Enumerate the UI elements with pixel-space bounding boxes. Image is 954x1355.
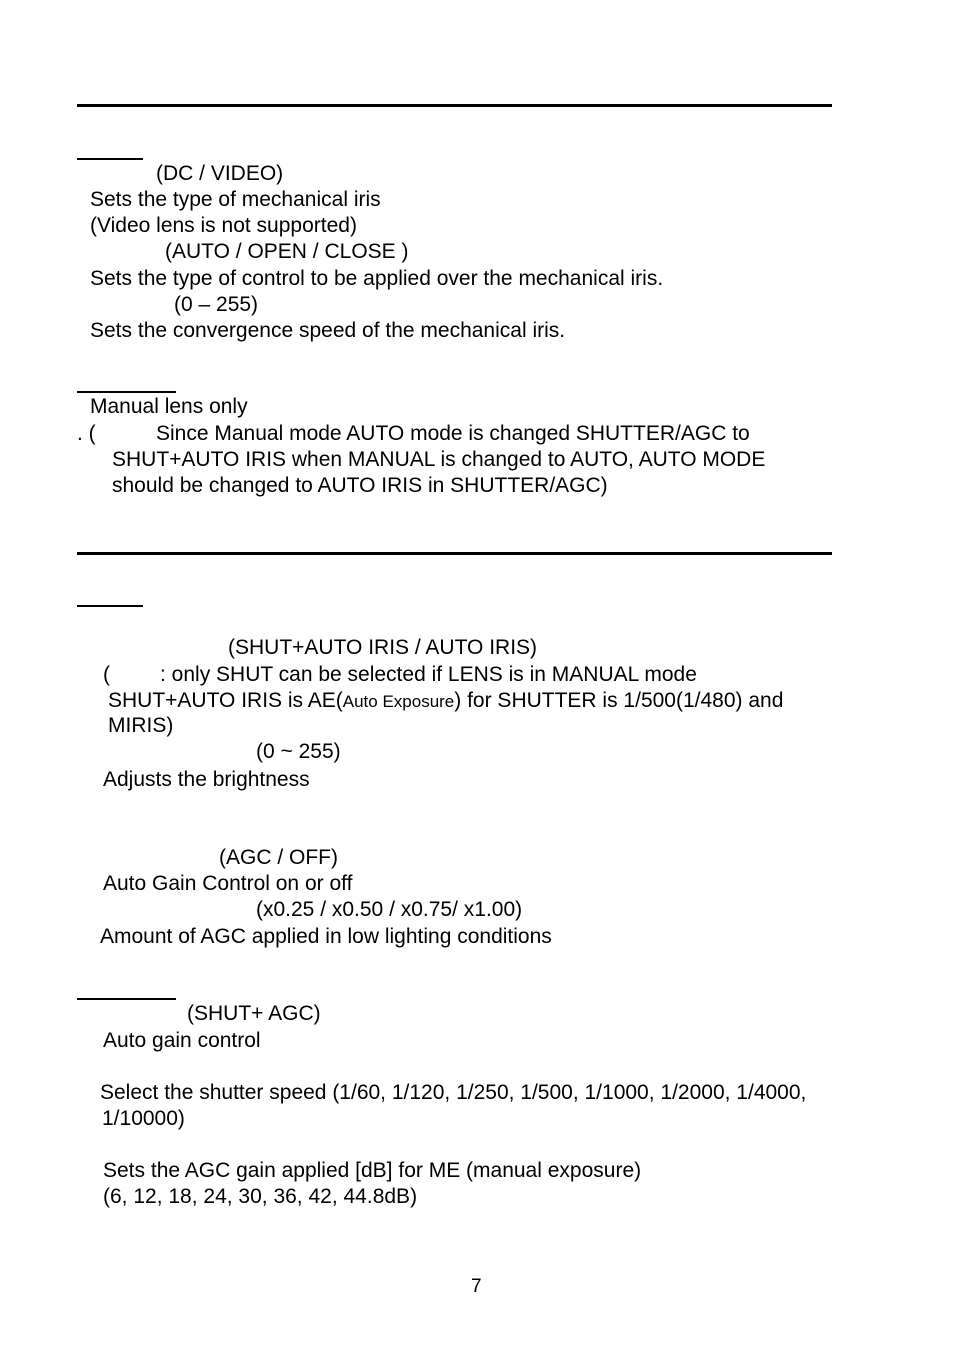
iris-speed-range: (0 – 255) [174,293,259,316]
heading-underline-type [77,158,143,160]
shutter-speed-line-1: Select the shutter speed (1/60, 1/120, 1/250, 1/500, 1/1000, 1/2000, 1/4000, [100,1081,807,1104]
iris-type-desc: Sets the type of mechanical iris [90,188,381,211]
agc-gain-line-2: (6, 12, 18, 24, 30, 36, 42, 44.8dB) [103,1185,418,1208]
manual-note-line-3: should be changed to AUTO IRIS in SHUTTER/AGC) [112,474,608,497]
me-mode-desc: Auto gain control [103,1029,261,1052]
agc-gain-line-1: Sets the AGC gain applied [dB] for ME (manual exposure) [103,1159,642,1182]
auto-note-line-3: MIRIS) [108,714,174,737]
shutter-speed-line-2: 1/10000) [102,1107,185,1130]
agc-desc: Auto Gain Control on or off [103,872,353,895]
page-number: 7 [471,1276,482,1297]
agc-amount-options: (x0.25 / x0.50 / x0.75/ x1.00) [256,898,523,921]
iris-control-desc: Sets the type of control to be applied over the mechanical iris. [90,267,664,290]
section-divider-1 [77,104,832,107]
auto-mode-options: (SHUT+AUTO IRIS / AUTO IRIS) [228,636,538,659]
auto-note-paren: ( [103,663,110,686]
agc-options: (AGC / OFF) [219,846,338,869]
me-mode-options: (SHUT+ AGC) [187,1002,321,1025]
section-divider-2 [77,552,832,555]
iris-type-note: (Video lens is not supported) [90,214,357,237]
auto-note-line-2-b: ) for SHUTTER is 1/500(1/480) and [454,689,784,712]
manual-note-prefix: . ( [77,422,96,445]
auto-note-line-2-a: SHUT+AUTO IRIS is AE( [108,689,343,712]
auto-exposure-text: Auto Exposure [342,692,455,711]
iris-type-options: (DC / VIDEO) [156,162,284,185]
auto-note-line-1: : only SHUT can be selected if LENS is in MANUAL mode [160,663,697,686]
brightness-range: (0 ~ 255) [256,740,341,763]
heading-underline-me [77,998,176,1000]
manual-lens-only: Manual lens only [90,395,248,418]
heading-underline-manual [77,391,176,393]
agc-amount-desc: Amount of AGC applied in low lighting conditions [100,925,552,948]
brightness-desc: Adjusts the brightness [103,768,310,791]
iris-speed-desc: Sets the convergence speed of the mechanical iris. [90,319,566,342]
iris-control-options: (AUTO / OPEN / CLOSE ) [165,240,409,263]
auto-note-line-2 [108,689,783,714]
manual-note-line-2: SHUT+AUTO IRIS when MANUAL is changed to AUTO, AUTO MODE [112,448,766,471]
heading-underline-auto [77,605,143,607]
manual-note-line-1: Since Manual mode AUTO mode is changed SHUTTER/AGC to [156,422,750,445]
